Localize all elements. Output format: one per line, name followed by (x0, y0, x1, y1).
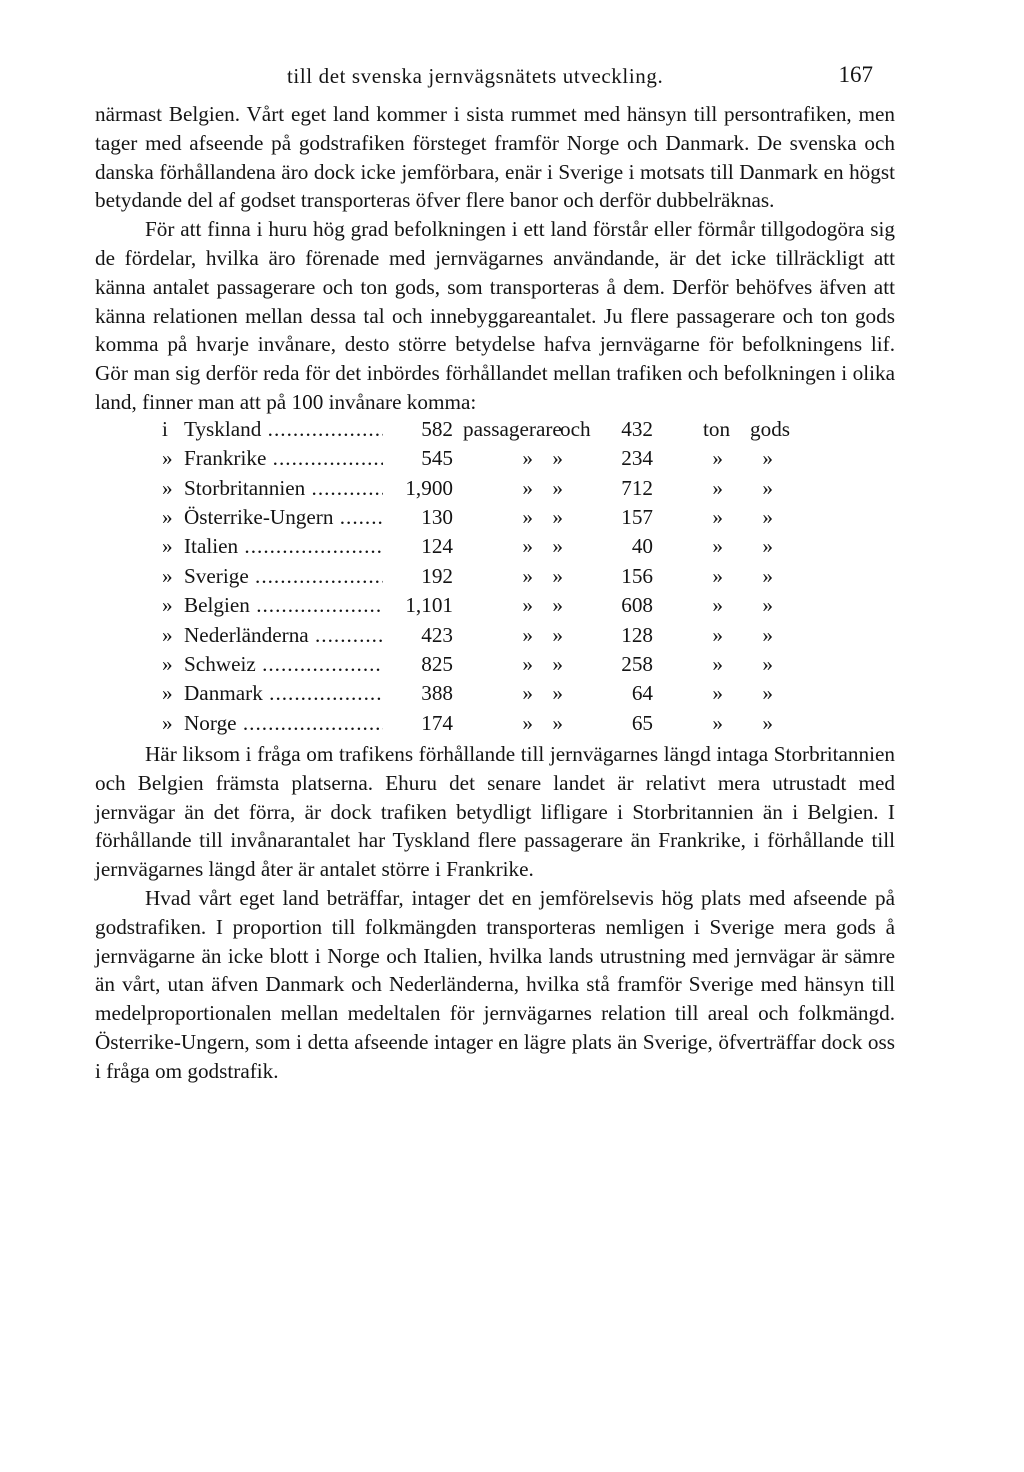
row-prefix: » (162, 563, 173, 588)
table-row (162, 446, 895, 475)
ditto-mark: » (712, 446, 723, 471)
goods-value: 712 (621, 475, 653, 500)
ditto-mark: » (552, 534, 563, 559)
country-cell (184, 593, 383, 618)
ditto-mark: » (712, 475, 723, 500)
ditto-mark: » (762, 534, 773, 559)
goods-value: 64 (631, 681, 653, 706)
table-row (162, 564, 895, 593)
table-row (162, 681, 895, 710)
leader-dots (263, 681, 383, 705)
table-row (162, 593, 895, 622)
ditto-mark: » (552, 475, 563, 500)
country-name: Storbritannien (184, 475, 306, 500)
row-prefix: » (162, 593, 173, 618)
country-name: Frankrike (184, 446, 267, 471)
row-prefix: » (162, 504, 173, 529)
country-name: Belgien (184, 593, 250, 618)
passengers-value: 130 (421, 504, 453, 529)
country-name: Tyskland (184, 416, 262, 441)
paragraph-1: närmast Belgien. Vårt eget land kommer i sista rummet med hänsyn till persontrafiken, men tager med afseende på godstrafiken försteget framför Norge och Danmark. De svenska och danska förhållandena äro dock icke jemförbara, enär i Sverige i motsats till Danmark en högst betydande del af godset transporteras öfver flere banor och derför dubbelräknas. (95, 102, 895, 213)
passengers-value: 1,900 (405, 475, 453, 500)
ditto-mark: » (762, 622, 773, 647)
paragraph-4: Hvad vårt eget land beträffar, intager det en jemförelsevis hög plats med afseende på godstrafiken. I proportion till folkmängden transporteras nemligen i Sverige mera gods å jernvägarne än icke blott i Norge och Italien, hvilka lands utrustning med jernvägar är sämre än vårt, utan äfven Danmark och Nederländerna, hvilka stå framför Sverige med hänsyn till medelproportionalen mellan medeltalen för jernvägarnes relation till areal och folkmängd. Österrike-Ungern, som i detta afseende intager en lägre plats än Sverige, öfverträffar dock oss i fråga om godstrafik. (95, 886, 895, 1083)
leader-dots (237, 711, 383, 735)
ditto-mark: » (712, 593, 723, 618)
goods-value: 40 (631, 534, 653, 559)
table-row (162, 534, 895, 563)
ditto-mark: » (522, 504, 533, 529)
paragraph-3: Här liksom i fråga om trafikens förhållande till jernvägarnes längd intaga Storbritannien och Belgien främsta platserna. Ehuru det senare landet är relativt mera utrustadt med jernvägar än det förra, är dock trafiken betydligt lifligare i Storbritannien än i Belgien. I förhållande till invånarantalet har Tyskland flere passagerare än Frankrike, i förhållande till jernvägarnes längd åter är antalet större i Frankrike. (95, 742, 895, 882)
goods-value: 128 (621, 622, 653, 647)
passengers-value: 388 (421, 681, 453, 706)
ditto-mark: » (552, 710, 563, 735)
table-row (162, 711, 895, 740)
goods-value: 258 (621, 651, 653, 676)
ditto-mark: » (522, 710, 533, 735)
row-prefix: » (162, 651, 173, 676)
leader-dots (249, 564, 383, 588)
leader-dots (238, 534, 383, 558)
goods-unit-ton: ton (703, 416, 731, 441)
country-cell (184, 446, 383, 471)
leader-dots (261, 417, 383, 441)
country-cell (184, 534, 383, 559)
leader-dots (266, 446, 383, 470)
table-row (162, 623, 895, 652)
ditto-mark: » (762, 475, 773, 500)
table-row (162, 476, 895, 505)
ditto-mark: » (712, 504, 723, 529)
ditto-mark: » (762, 504, 773, 529)
ditto-mark: » (762, 563, 773, 588)
passengers-value: 174 (421, 710, 453, 735)
traffic-per-capita-table (162, 417, 895, 740)
running-title: till det svenska jernvägsnätets utveckling. (287, 64, 664, 88)
goods-value: 432 (621, 416, 653, 441)
passengers-unit: passagerare (463, 416, 562, 441)
paragraph-2: För att finna i huru hög grad befolkningen i ett land förstår eller förmår tillgodogöra sig de fördelar, hvilka äro förenade med jernvägarnes användande, är det icke tillräckligt att känna antalet passagerare och ton gods, som transporteras å dem. Derför behöfves äfven att känna relationen mellan dessa tal och innebyggareantalet. Ju flere passagerare och ton gods komma på hvarje invånare, desto större betydelse hafva jernvägarne för befolkningens lif. Gör man sig derför reda för det inbördes förhållandet mellan trafiken och befolkningen i olika land, finner man att på 100 invånare komma: (95, 217, 895, 414)
passengers-value: 423 (421, 622, 453, 647)
goods-value: 156 (621, 563, 653, 588)
row-prefix: » (162, 534, 173, 559)
passengers-value: 1,101 (405, 593, 453, 618)
country-name: Schweiz (184, 651, 256, 676)
ditto-mark: » (712, 681, 723, 706)
ditto-mark: » (522, 475, 533, 500)
ditto-mark: » (552, 593, 563, 618)
goods-unit-gods: gods (750, 416, 791, 441)
ditto-mark: » (712, 534, 723, 559)
goods-value: 157 (621, 504, 653, 529)
ditto-mark: » (712, 651, 723, 676)
ditto-mark: » (762, 651, 773, 676)
country-cell (184, 417, 383, 442)
row-prefix: i (162, 416, 168, 441)
page-header (95, 60, 895, 100)
row-prefix: » (162, 710, 173, 735)
table-row-first (162, 417, 895, 446)
goods-value: 65 (631, 710, 653, 735)
ditto-mark: » (552, 504, 563, 529)
passengers-value: 192 (421, 563, 453, 588)
leader-dots (250, 593, 383, 617)
ditto-mark: » (712, 622, 723, 647)
ditto-mark: » (522, 681, 533, 706)
ditto-mark: » (552, 622, 563, 647)
country-cell (184, 505, 383, 530)
ditto-mark: » (522, 622, 533, 647)
ditto-mark: » (522, 534, 533, 559)
ditto-mark: » (552, 563, 563, 588)
ditto-mark: » (552, 651, 563, 676)
ditto-mark: » (712, 710, 723, 735)
country-cell (184, 476, 383, 501)
goods-value: 234 (621, 446, 653, 471)
ditto-mark: » (552, 681, 563, 706)
ditto-mark: » (762, 593, 773, 618)
ditto-mark: » (762, 681, 773, 706)
ditto-mark: » (552, 446, 563, 471)
country-name: Österrike-Ungern (184, 504, 334, 529)
conjunction: och (560, 416, 591, 441)
passengers-value: 545 (421, 446, 453, 471)
row-prefix: » (162, 475, 173, 500)
country-name: Sverige (184, 563, 249, 588)
table-row (162, 652, 895, 681)
passengers-value: 582 (421, 416, 453, 441)
goods-value: 608 (621, 593, 653, 618)
country-name: Danmark (184, 681, 263, 706)
country-name: Norge (184, 710, 237, 735)
table-rows (162, 446, 895, 740)
ditto-mark: » (522, 563, 533, 588)
table-row (162, 505, 895, 534)
country-name: Nederländerna (184, 622, 309, 647)
country-cell (184, 564, 383, 589)
country-cell (184, 623, 383, 648)
leader-dots (309, 623, 383, 647)
row-prefix: » (162, 681, 173, 706)
ditto-mark: » (522, 651, 533, 676)
row-prefix: » (162, 446, 173, 471)
ditto-mark: » (762, 710, 773, 735)
leader-dots (333, 505, 383, 529)
country-cell (184, 711, 383, 736)
ditto-mark: » (522, 446, 533, 471)
passengers-value: 825 (421, 651, 453, 676)
leader-dots (305, 476, 383, 500)
ditto-mark: » (522, 593, 533, 618)
page-number: 167 (838, 62, 873, 87)
book-page (95, 60, 895, 1086)
row-prefix: » (162, 622, 173, 647)
ditto-mark: » (762, 446, 773, 471)
passengers-value: 124 (421, 534, 453, 559)
country-cell (184, 681, 383, 706)
country-name: Italien (184, 534, 239, 559)
country-cell (184, 652, 383, 677)
leader-dots (256, 652, 383, 676)
ditto-mark: » (712, 563, 723, 588)
